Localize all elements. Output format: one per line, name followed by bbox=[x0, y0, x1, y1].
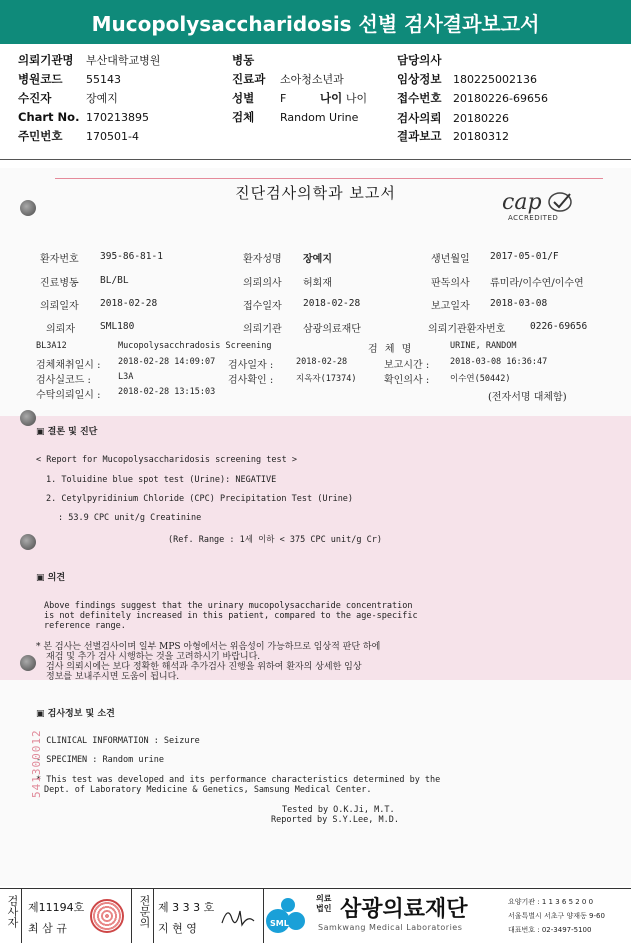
examiner-vertical-cell bbox=[0, 889, 22, 943]
header-label: 병원코드 bbox=[18, 72, 63, 86]
test-value: 이수연(50442) bbox=[450, 374, 511, 384]
info-label: 보고일자 bbox=[431, 301, 470, 312]
test-value: 지옥자(17374) bbox=[296, 374, 357, 384]
examiner-vertical-label: 검사자 bbox=[6, 895, 19, 928]
org-type-tag bbox=[316, 894, 331, 914]
header-value: 소아청소년과 bbox=[280, 73, 344, 86]
reference-range: (Ref. Range : 1세 이하 < 375 CPC unit/g Cr) bbox=[168, 535, 382, 545]
reported-by: Reported by S.Y.Lee, M.D. bbox=[271, 815, 399, 825]
footer bbox=[0, 888, 631, 943]
header-label: 진료과 bbox=[232, 72, 266, 86]
info-value: SML180 bbox=[100, 321, 135, 332]
info-value: 류미라/이수연/이수연 bbox=[490, 278, 584, 289]
result-section-title: ▣ 결론 및 진단 bbox=[36, 427, 98, 437]
header-label: 담당의사 bbox=[397, 53, 442, 67]
info-value: 삼광의료재단 bbox=[303, 324, 361, 335]
specialist-vertical-label: 전문의 bbox=[138, 895, 151, 928]
org-subtitle: Samkwang Medical Laboratories bbox=[318, 923, 463, 932]
header-value: 170501-4 bbox=[86, 130, 139, 143]
result-heading: < Report for Mucopolysaccharidosis screening test > bbox=[36, 455, 297, 465]
info-label: 환자번호 bbox=[40, 254, 79, 265]
header-value: 장예지 bbox=[86, 92, 118, 105]
header-label: 임상정보 bbox=[397, 72, 442, 86]
info-label: 판독의사 bbox=[431, 278, 470, 289]
examiner-cell bbox=[22, 889, 132, 943]
result-item-2: 2. Cetylpyridinium Chloride (CPC) Precipitation Test (Urine) bbox=[46, 494, 354, 504]
specialist-license: 제 3 3 3 호 bbox=[158, 901, 215, 914]
info-label: 진료병동 bbox=[40, 278, 79, 289]
header-label: 성별 bbox=[232, 91, 255, 105]
header-label: 의뢰기관명 bbox=[18, 53, 74, 67]
test-value: 2018-02-28 13:15:03 bbox=[118, 387, 216, 397]
sml-logo-icon bbox=[266, 895, 308, 937]
punch-hole bbox=[20, 410, 36, 426]
test-value: 2018-02-28 bbox=[296, 357, 348, 367]
examiner-seal bbox=[90, 899, 124, 933]
info-label: 의뢰일자 bbox=[40, 301, 79, 312]
info-label: 의뢰기관 bbox=[243, 324, 282, 335]
header-value: 55143 bbox=[86, 73, 121, 86]
info-value: 0226-69656 bbox=[530, 321, 588, 332]
info-label: 생년월일 bbox=[431, 254, 470, 265]
test-label: 확인의사 : bbox=[384, 375, 430, 386]
dev-note: * This test was developed and its performance characteristics determined by the bbox=[36, 775, 441, 785]
header-value: Random Urine bbox=[280, 111, 359, 124]
org-tag-line: 의료 bbox=[316, 894, 332, 903]
punch-hole bbox=[20, 655, 36, 671]
header-value: F bbox=[280, 92, 287, 105]
info-value: 2018-02-28 bbox=[303, 298, 361, 309]
report-top-rule bbox=[55, 178, 603, 179]
age-value: 나이 bbox=[345, 92, 368, 105]
header-value: 20180312 bbox=[453, 130, 509, 143]
org-name: 삼광의료재단 bbox=[340, 897, 468, 922]
opinion-note: 검사 의뢰시에는 보다 정확한 해석과 추가검사 진행을 위하여 환자의 상세한 임상 bbox=[46, 662, 362, 672]
info-label: 접수일자 bbox=[243, 301, 282, 312]
info-label: 의뢰기관환자번호 bbox=[428, 324, 506, 335]
test-name: Mucopolysacchradosis Screening bbox=[118, 341, 272, 351]
test-label: 보고시간 : bbox=[384, 360, 430, 371]
test-value: L3A bbox=[118, 372, 134, 382]
header-label: 검체 bbox=[232, 110, 255, 124]
barcode-number: 541300012 bbox=[30, 729, 43, 798]
report-title: 진단검사의학과 보고서 bbox=[235, 184, 396, 202]
org-code: 요양기관 : 1 1 3 6 5 2 0 0 bbox=[508, 898, 594, 906]
test-value: 2018-03-08 16:36:47 bbox=[450, 357, 548, 367]
age-label: 나이 bbox=[320, 91, 343, 105]
clinical-info: - CLINICAL INFORMATION : Seizure bbox=[36, 736, 200, 746]
test-label: 검체채취일시 : bbox=[36, 360, 101, 371]
result-value: : 53.9 CPC unit/g Creatinine bbox=[58, 513, 202, 523]
esign-note: (전자서명 대체함) bbox=[488, 392, 567, 403]
report-banner-title: Mucopolysaccharidosis 선별 검사결과보고서 bbox=[0, 0, 631, 44]
examiner-name: 최 삼 규 bbox=[28, 922, 67, 935]
test-code: BL3A12 bbox=[36, 341, 67, 351]
specialist-vertical-cell bbox=[132, 889, 154, 943]
test-label: 검사실코드 : bbox=[36, 375, 91, 386]
header-value: 20180226 bbox=[453, 112, 509, 125]
cap-logo-word: cap bbox=[502, 190, 542, 215]
specialist-cell bbox=[154, 889, 264, 943]
punch-hole bbox=[20, 534, 36, 550]
info-value: BL/BL bbox=[100, 275, 129, 286]
tested-by: Tested by O.K.Ji, M.T. bbox=[282, 805, 395, 815]
info-value: 2017-05-01/F bbox=[490, 251, 559, 262]
info-label: 환자성명 bbox=[243, 254, 282, 265]
header-label: 접수번호 bbox=[397, 91, 442, 105]
header-value: 180225002136 bbox=[453, 73, 537, 86]
punch-hole bbox=[20, 200, 36, 216]
examiner-license: 제11194호 bbox=[28, 901, 85, 914]
opinion-note: 재검 및 추가 검사 시행하는 것을 고려하시기 바랍니다. bbox=[46, 652, 261, 662]
test-label: 검 체 명 bbox=[368, 344, 414, 355]
info-label: 의뢰의사 bbox=[243, 278, 282, 289]
header-label: 병동 bbox=[232, 53, 255, 67]
org-tag-line: 법인 bbox=[316, 904, 332, 913]
opinion-note: 정보를 보내주시면 도움이 됩니다. bbox=[46, 672, 180, 682]
specimen-info: - SPECIMEN : Random urine bbox=[36, 755, 164, 765]
header-value: 20180226-69656 bbox=[453, 92, 548, 105]
opinion-line: is not definitely increased in this patient, compared to the age-specific bbox=[44, 611, 418, 621]
test-label: 수탁의뢰일시 : bbox=[36, 390, 101, 401]
result-item-1: 1. Toluidine blue spot test (Urine): NEGATIVE bbox=[46, 475, 277, 485]
org-phone: 대표번호 : 02-3497-5100 bbox=[508, 926, 592, 934]
header-label: 주민번호 bbox=[18, 129, 63, 143]
info-value: 2018-02-28 bbox=[100, 298, 158, 309]
opinion-section-title: ▣ 의견 bbox=[36, 573, 66, 583]
signature-image bbox=[218, 901, 258, 931]
info-value: 장예지 bbox=[303, 254, 332, 265]
test-label: 검사확인 : bbox=[228, 375, 274, 386]
header-value: 170213895 bbox=[86, 111, 149, 124]
info-value: 허회재 bbox=[303, 278, 332, 289]
sml-logo-text: SML bbox=[270, 919, 289, 928]
header-label: Chart No. bbox=[18, 110, 80, 124]
info-section-title: ▣ 검사정보 및 소견 bbox=[36, 709, 115, 719]
test-label: 검사일자 : bbox=[228, 360, 274, 371]
header-label: 검사의뢰 bbox=[397, 111, 442, 125]
org-address: 서울특별시 서초구 양재동 9-60 bbox=[508, 912, 605, 920]
specialist-name: 지 현 영 bbox=[158, 922, 197, 935]
info-label: 의뢰자 bbox=[46, 324, 75, 335]
opinion-note: * 본 검사는 선별검사이며 일부 MPS 아형에서는 위음성이 가능하므로 임상적 판단 하에 bbox=[36, 642, 381, 652]
info-value: 2018-03-08 bbox=[490, 298, 548, 309]
test-value: URINE, RANDOM bbox=[450, 341, 517, 351]
cap-accredited-logo bbox=[500, 190, 590, 230]
header-label: 수진자 bbox=[18, 91, 52, 105]
test-value: 2018-02-28 14:09:07 bbox=[118, 357, 216, 367]
header-value: 부산대학교병원 bbox=[86, 54, 161, 67]
opinion-line: Above findings suggest that the urinary mucopolysaccharide concentration bbox=[44, 601, 413, 611]
info-value: 395-86-81-1 bbox=[100, 251, 163, 262]
cap-accredited-text: ACCREDITED bbox=[508, 214, 559, 222]
header-label: 결과보고 bbox=[397, 129, 442, 143]
checkmark-icon bbox=[548, 190, 576, 214]
opinion-line: reference range. bbox=[44, 621, 126, 631]
dev-note: Dept. of Laboratory Medicine & Genetics, Samsung Medical Center. bbox=[44, 785, 372, 795]
